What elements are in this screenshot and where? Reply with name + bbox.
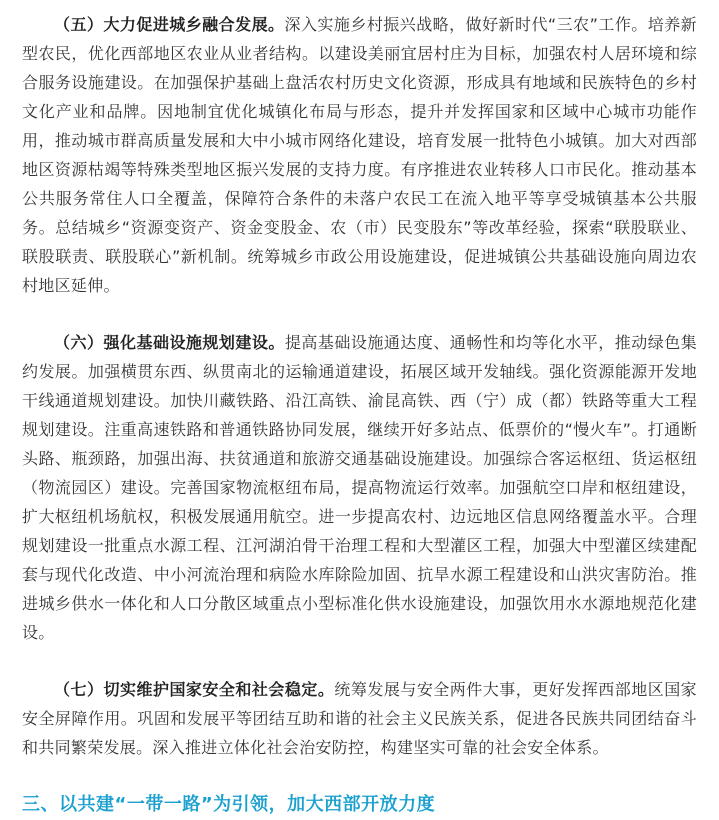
paragraph-national-security bbox=[22, 675, 697, 762]
paragraph-infrastructure bbox=[22, 328, 697, 647]
section-heading: 三、以共建“一带一路”为引领，加大西部开放力度 bbox=[22, 794, 436, 815]
paragraph-urban-rural-integration bbox=[22, 10, 697, 300]
paragraph-lead: （五）大力促进城乡融合发展。 bbox=[54, 15, 285, 34]
paragraph-lead: （六）强化基础设施规划建设。 bbox=[54, 333, 285, 352]
paragraph-lead: （七）切实维护国家安全和社会稳定。 bbox=[54, 680, 335, 699]
paragraph-text: 统筹发展与安全两件大事，更好发挥西部地区国家安全屏障作用。巩固和发展平等团结互助和谐的社会主义民族关系，促进各民族共同团结奋斗和共同繁荣发展。深入推进立体化社会治安防控，构建坚实可靠的社会安全体系。 bbox=[22, 680, 697, 757]
paragraph-text: 提高基础设施通达度、通畅性和均等化水平，推动绿色集约发展。加强横贯东西、纵贯南北的运输通道建设，拓展区域开发轴线。强化资源能源开发地干线通道规划建设。加快川藏铁路、沿江高铁、渝昆高铁、西（宁）成（都）铁路等重大工程规划建设。注重高速铁路和普通铁路协同发展，继续开好多站点、低票价的“慢火车”。打通断头路、瓶颈路，加强出海、扶贫通道和旅游交通基础设施建设。加强综合客运枢纽、货运枢纽（物流园区）建设。完善国家物流枢纽布局，提高物流运行效率。加强航空口岸和枢纽建设，扩大枢纽机场航权，积极发展通用航空。进一步提高农村、边远地区信息网络覆盖水平。合理规划建设一批重点水源工程、江河湖泊骨干治理工程和大型灌区工程，加强大中型灌区续建配套与现代化改造、中小河流治理和病险水库除险加固、抗旱水源工程建设和山洪灾害防治。推进城乡供水一体化和人口分散区域重点小型标准化供水设施建设，加强饮用水水源地规范化建设。 bbox=[22, 333, 697, 642]
paragraph-text: 深入实施乡村振兴战略，做好新时代“三农”工作。培养新型农民，优化西部地区农业从业者结构。以建设美丽宜居村庄为目标，加强农村人居环境和综合服务设施建设。在加强保护基础上盘活农村历史文化资源，形成具有地域和民族特色的乡村文化产业和品牌。因地制宜优化城镇化布局与形态，提升并发挥国家和区域中心城市功能作用，推动城市群高质量发展和大中小城市网络化建设，培育发展一批特色小城镇。加大对西部地区资源枯竭等特殊类型地区振兴发展的支持力度。有序推进农业转移人口市民化。推动基本公共服务常住人口全覆盖，保障符合条件的未落户农民工在流入地平等享受城镇基本公共服务。总结城乡“资源变资产、资金变股金、农（市）民变股东”等改革经验，探索“联股联业、联股联责、联股联心”新机制。统筹城乡市政公用设施建设，促进城镇公共基础设施向周边农村地区延伸。 bbox=[22, 15, 697, 295]
